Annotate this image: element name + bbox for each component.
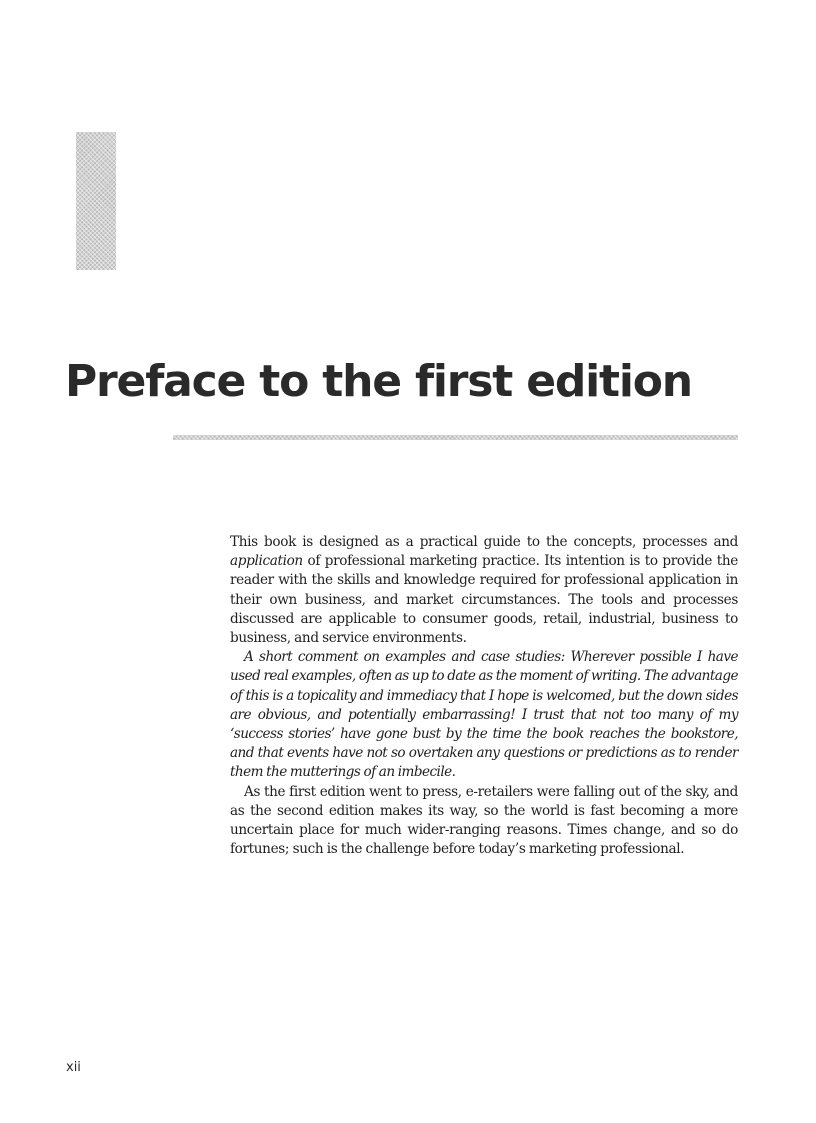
page-number: xii	[66, 1060, 81, 1075]
paragraph-1-end: of professional marketing practice. Its intention is to provide the reader with the skills and knowledge required for professional application in their own business, and market circumstances. The tools and processes discussed are applicable to consumer goods, retail, industrial, business to business, and service environments.	[230, 553, 738, 647]
chapter-marker-bar	[76, 132, 116, 270]
title-rule	[173, 435, 738, 440]
paragraph-1	[230, 533, 738, 648]
paragraph-2: A short comment on examples and case studies: Wherever possible I have used real examples, often as up to date as the moment of writing. The advantage of this is a topicality and immediacy that I hope is welcomed, but the down sides are obvious, and potentially embarrassing! I trust that not too many of my ‘success stories’ have gone bust by the time the book reaches the bookstore, and that events have not so overtaken any questions or predictions as to render them the mutterings of an imbecile.	[230, 649, 738, 781]
paragraph-1-start: This book is designed as a practical guide to the concepts, processes and	[230, 534, 738, 550]
body-text	[230, 533, 738, 859]
chapter-title: Preface to the first edition	[65, 356, 692, 407]
paragraph-3: As the first edition went to press, e-retailers were falling out of the sky, and as the second edition makes its way, so the world is fast becoming a more uncertain place for much wider-ranging reasons. Times change, and so do fortunes; such is the challenge before today’s marketing professional.	[230, 783, 738, 858]
paragraph-1-italic-word: application	[230, 553, 303, 570]
